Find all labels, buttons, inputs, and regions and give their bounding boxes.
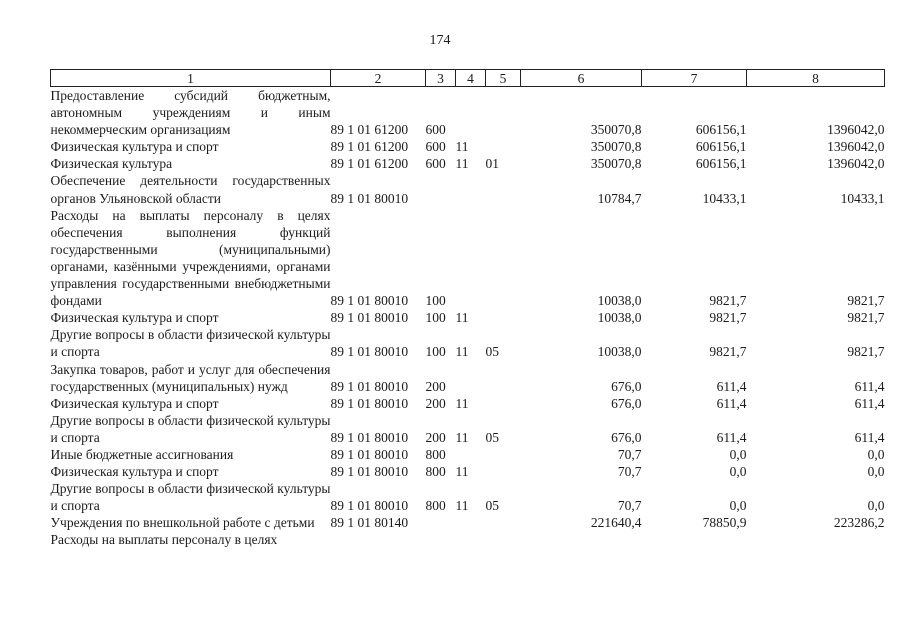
row-section xyxy=(456,207,486,310)
row-code: 89 1 01 61200 xyxy=(330,139,409,155)
row-subsection xyxy=(486,395,521,412)
column-header-5: 5 xyxy=(486,70,521,87)
row-value-2025: 606156,1 xyxy=(695,122,747,138)
row-code: 89 1 01 80010 xyxy=(330,446,409,462)
row-value-2024: 10038,0 xyxy=(597,344,642,360)
row-expense-type: 800 xyxy=(425,446,446,462)
table-row xyxy=(51,361,885,395)
row-subsection xyxy=(486,138,521,155)
table-row xyxy=(51,446,885,463)
row-value-2025: 606156,1 xyxy=(695,156,747,172)
table-row xyxy=(51,309,885,326)
row-name: Физическая культура и спорт xyxy=(50,139,219,155)
row-name: Другие вопросы в области физической культуры и спорта xyxy=(50,327,331,360)
row-code: 89 1 01 80010 xyxy=(330,310,409,326)
row-subsection xyxy=(486,172,521,206)
table-row xyxy=(51,138,885,155)
row-section xyxy=(456,172,486,206)
row-value-2025: 9821,7 xyxy=(709,293,747,309)
row-expense-type: 200 xyxy=(425,395,446,411)
row-name: Физическая культура xyxy=(50,156,173,172)
row-name: Другие вопросы в области физической культуры и спорта xyxy=(50,412,331,445)
row-expense-type: 600 xyxy=(425,156,446,172)
page-number: 174 xyxy=(429,33,451,48)
row-code: 89 1 01 80010 xyxy=(330,498,409,514)
row-section: 11 xyxy=(455,498,469,514)
row-value-2024: 350070,8 xyxy=(590,122,642,138)
row-name: Физическая культура и спорт xyxy=(50,395,219,411)
row-value-2024: 70,7 xyxy=(617,498,642,514)
row-name: Расходы на выплаты персоналу в целях обеспечения выполнения функций государственными (муниципальными) органами, казёнными учреждениями, органами управления государственными внебюджетными фондами xyxy=(50,207,331,309)
row-name: Физическая культура и спорт xyxy=(50,310,219,326)
row-value-2024: 70,7 xyxy=(617,464,642,480)
column-header-3: 3 xyxy=(426,70,456,87)
table-row xyxy=(51,514,885,531)
row-subsection xyxy=(486,463,521,480)
row-name: Иные бюджетные ассигнования xyxy=(50,446,234,462)
row-section: 11 xyxy=(455,139,469,155)
row-expense-type: 100 xyxy=(425,293,446,309)
row-code: 89 1 01 61200 xyxy=(330,122,409,138)
row-code: 89 1 01 80010 xyxy=(330,190,409,206)
row-subsection xyxy=(486,309,521,326)
row-value-2025: 0,0 xyxy=(729,498,747,514)
row-value-2025: 611,4 xyxy=(716,378,747,394)
row-value-2026: 611,4 xyxy=(854,395,885,411)
row-code: 89 1 01 80010 xyxy=(330,293,409,309)
column-header-7: 7 xyxy=(642,70,747,87)
row-name: Другие вопросы в области физической культуры и спорта xyxy=(50,481,331,514)
row-subsection xyxy=(486,361,521,395)
row-value-2026: 223286,2 xyxy=(833,515,885,531)
row-code: 89 1 01 61200 xyxy=(330,156,409,172)
row-section: 11 xyxy=(455,310,469,326)
continuation-empty xyxy=(331,531,885,548)
row-subsection: 05 xyxy=(485,498,499,514)
row-value-2025: 78850,9 xyxy=(702,515,747,531)
row-section: 11 xyxy=(455,429,469,445)
row-expense-type: 200 xyxy=(425,378,446,394)
continuation-row xyxy=(51,531,885,548)
row-value-2026: 0,0 xyxy=(867,498,885,514)
row-expense-type: 100 xyxy=(425,310,446,326)
row-name: Предоставление субсидий бюджетным, автономным учреждениям и иным некоммерческим организациям xyxy=(50,88,331,138)
row-subsection xyxy=(486,446,521,463)
row-section xyxy=(456,361,486,395)
row-value-2026: 611,4 xyxy=(854,429,885,445)
table-row xyxy=(51,412,885,446)
row-subsection xyxy=(486,87,521,139)
column-header-2: 2 xyxy=(331,70,426,87)
row-value-2026: 1396042,0 xyxy=(827,156,885,172)
row-value-2024: 10784,7 xyxy=(597,190,642,206)
row-section: 11 xyxy=(455,464,469,480)
row-subsection: 01 xyxy=(485,156,499,172)
row-value-2024: 676,0 xyxy=(611,429,642,445)
row-section xyxy=(456,87,486,139)
row-expense-type: 100 xyxy=(425,344,446,360)
row-value-2024: 676,0 xyxy=(611,395,642,411)
row-value-2025: 611,4 xyxy=(716,429,747,445)
row-value-2026: 10433,1 xyxy=(840,190,885,206)
table-row xyxy=(51,463,885,480)
row-value-2025: 0,0 xyxy=(729,464,747,480)
row-value-2024: 350070,8 xyxy=(590,139,642,155)
row-value-2026: 0,0 xyxy=(867,446,885,462)
header-row xyxy=(51,70,885,87)
row-section: 11 xyxy=(455,156,469,172)
row-value-2026: 0,0 xyxy=(867,464,885,480)
table-row xyxy=(51,172,885,206)
row-value-2026: 9821,7 xyxy=(847,310,885,326)
column-header-6: 6 xyxy=(521,70,642,87)
row-code: 89 1 01 80140 xyxy=(330,515,409,531)
row-code: 89 1 01 80010 xyxy=(330,378,409,394)
row-value-2026: 9821,7 xyxy=(847,344,885,360)
row-name: Физическая культура и спорт xyxy=(50,464,219,480)
table-row xyxy=(51,87,885,139)
row-value-2026: 9821,7 xyxy=(847,293,885,309)
row-subsection xyxy=(486,514,521,531)
column-header-8: 8 xyxy=(747,70,885,87)
row-code: 89 1 01 80010 xyxy=(330,464,409,480)
row-name: Закупка товаров, работ и услуг для обеспечения государственных (муниципальных) нужд xyxy=(50,361,331,394)
row-subsection: 05 xyxy=(485,344,499,360)
continuation-text: Расходы на выплаты персоналу в целях xyxy=(50,532,278,548)
row-value-2024: 221640,4 xyxy=(590,515,642,531)
row-value-2025: 9821,7 xyxy=(709,344,747,360)
row-value-2024: 350070,8 xyxy=(590,156,642,172)
row-value-2026: 611,4 xyxy=(854,378,885,394)
table-row xyxy=(51,326,885,360)
row-section xyxy=(456,514,486,531)
column-header-4: 4 xyxy=(456,70,486,87)
row-code: 89 1 01 80010 xyxy=(330,395,409,411)
row-value-2025: 606156,1 xyxy=(695,139,747,155)
budget-table xyxy=(50,69,885,549)
row-expense-type: 200 xyxy=(425,429,446,445)
row-value-2025: 0,0 xyxy=(729,446,747,462)
row-expense-type xyxy=(426,172,456,206)
row-code: 89 1 01 80010 xyxy=(330,429,409,445)
table-row xyxy=(51,155,885,172)
table-row xyxy=(51,207,885,310)
row-name: Учреждения по внешкольной работе с детьми xyxy=(50,515,315,531)
row-value-2025: 611,4 xyxy=(716,395,747,411)
row-expense-type: 800 xyxy=(425,498,446,514)
row-value-2025: 9821,7 xyxy=(709,310,747,326)
row-section xyxy=(456,446,486,463)
row-value-2025: 10433,1 xyxy=(702,190,747,206)
row-section: 11 xyxy=(455,395,469,411)
row-subsection: 05 xyxy=(485,429,499,445)
row-section: 11 xyxy=(455,344,469,360)
table-row xyxy=(51,480,885,514)
row-value-2026: 1396042,0 xyxy=(827,122,885,138)
row-code: 89 1 01 80010 xyxy=(330,344,409,360)
row-subsection xyxy=(486,207,521,310)
row-value-2024: 676,0 xyxy=(611,378,642,394)
row-value-2026: 1396042,0 xyxy=(827,139,885,155)
table-row xyxy=(51,395,885,412)
row-value-2024: 10038,0 xyxy=(597,293,642,309)
row-expense-type: 800 xyxy=(425,464,446,480)
row-name: Обеспечение деятельности государственных органов Ульяновской области xyxy=(50,173,331,206)
row-expense-type xyxy=(426,514,456,531)
column-header-1: 1 xyxy=(51,70,331,87)
row-expense-type: 600 xyxy=(425,122,446,138)
row-value-2024: 70,7 xyxy=(617,446,642,462)
row-expense-type: 600 xyxy=(425,139,446,155)
row-value-2024: 10038,0 xyxy=(597,310,642,326)
